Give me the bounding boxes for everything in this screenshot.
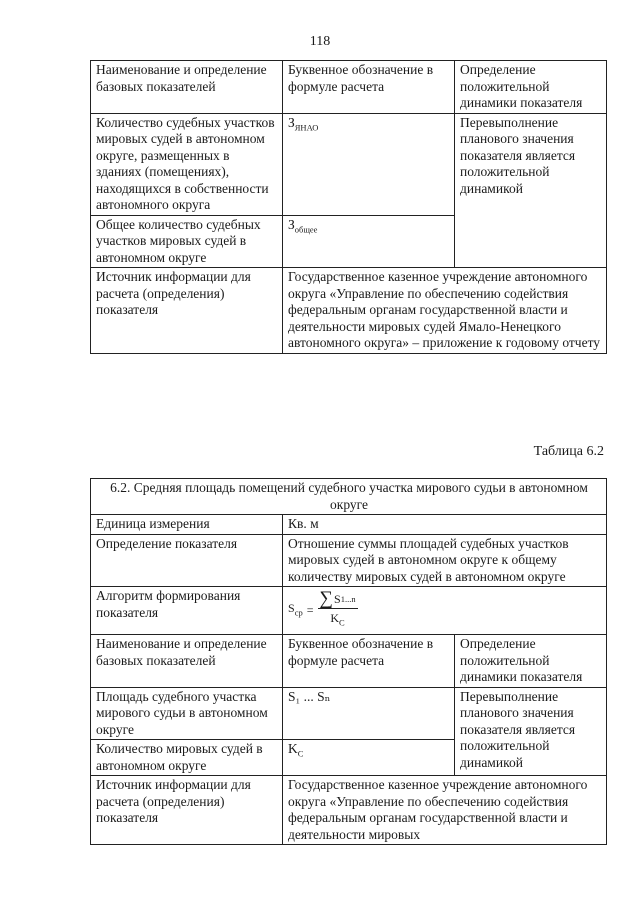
header-symbol-cell: Буквенное обозначение в формуле расчета <box>283 61 455 114</box>
formula-fraction <box>318 588 358 630</box>
indicator-symbol-cell: $K_C$ <box>283 740 455 776</box>
unit-label-cell: Единица измерения <box>91 515 283 535</box>
table-row <box>91 687 607 740</box>
indicator-name-cell: Площадь судебного участка мирового судьи в автономном округе <box>91 687 283 740</box>
indicator-table-6-1 <box>90 60 607 354</box>
indicator-name-cell: Количество судебных участков мировых судей в автономном округе, размещенных в зданиях (помещениях), находящихся в собственности автономного округа <box>91 113 283 215</box>
indicator-table-6-2 <box>90 478 607 845</box>
definition-row <box>91 534 607 587</box>
source-label-cell: Источник информации для расчета (определения) показателя <box>91 776 283 845</box>
table-row <box>91 113 607 215</box>
table-header-row <box>91 61 607 114</box>
header-dynamics-cell: Определение положительной динамики показателя <box>455 61 607 114</box>
source-value-cell: Государственное казенное учреждение автономного округа «Управление по обеспечению содействия федеральным органам государственной власти и деятельности мировых <box>283 776 607 845</box>
source-row <box>91 268 607 354</box>
page-number: 118 <box>309 34 331 49</box>
header-dynamics-cell: Определение положительной динамики показателя <box>455 635 607 688</box>
symbol-subscript: общее <box>294 224 318 235</box>
formula-denominator: $K_C$ <box>330 610 345 627</box>
header-name-cell: Наименование и определение базовых показателей <box>91 635 283 688</box>
table-caption: Таблица 6.2 <box>533 444 604 459</box>
symbol-subscript: ЯНАО <box>294 122 319 133</box>
definition-label-cell: Определение показателя <box>91 534 283 587</box>
formula-equals: = <box>306 603 314 618</box>
dynamics-cell: Перевыполнение планового значения показателя является положительной динамикой <box>455 687 607 776</box>
formula-lhs: $S_{ср}$ <box>288 601 303 618</box>
algorithm-label-cell: Алгоритм формирования показателя <box>91 587 283 635</box>
symbol-text: З <box>288 216 295 232</box>
table-title-row <box>91 479 607 515</box>
header-name-cell: Наименование и определение базовых показателей <box>91 61 283 114</box>
algorithm-formula-cell <box>283 587 607 635</box>
header-symbol-cell: Буквенное обозначение в формуле расчета <box>283 635 455 688</box>
definition-value-cell: Отношение суммы площадей судебных участков мировых судей в автономном округе к общему количеству мировых судей в автономном округе <box>283 534 607 587</box>
algorithm-row <box>91 587 607 635</box>
source-label-cell: Источник информации для расчета (определения) показателя <box>91 268 283 354</box>
symbol-text: З <box>288 114 295 130</box>
table-title: 6.2. Средняя площадь помещений судебного участка мирового судьи в автономном округе <box>91 479 607 515</box>
unit-value-cell: Кв. м <box>283 515 607 535</box>
source-value-cell: Государственное казенное учреждение автономного округа «Управление по обеспечению содействия федеральным органам государственной власти и деятельности мировых судей Ямало-Ненецкого автономного округа» – приложение к годовому отчету <box>283 268 607 354</box>
indicator-symbol-cell <box>283 215 455 268</box>
table-header-row <box>91 635 607 688</box>
unit-row <box>91 515 607 535</box>
indicator-name-cell: Количество мировых судей в автономном округе <box>91 740 283 776</box>
sigma-symbol: ∑ <box>319 588 334 610</box>
dynamics-cell: Перевыполнение планового значения показателя является положительной динамикой <box>455 113 607 268</box>
indicator-symbol-cell <box>283 113 455 215</box>
formula <box>288 588 358 633</box>
indicator-symbol-cell: S₁ ... Sₙ <box>283 687 455 740</box>
indicator-name-cell: Общее количество судебных участков мировых судей в автономном округе <box>91 215 283 268</box>
source-row <box>91 776 607 845</box>
formula-numerator: ∑ S 1...n <box>319 588 356 610</box>
